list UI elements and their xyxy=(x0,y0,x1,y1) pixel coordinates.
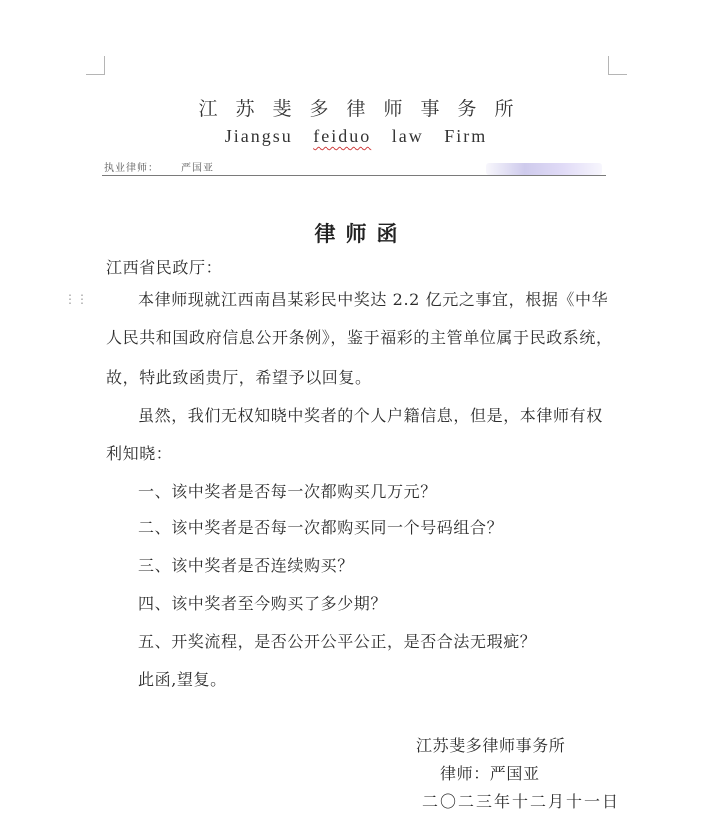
closing-line: 此函,望复。 xyxy=(138,670,227,689)
lawyer-name: 严国亚 xyxy=(181,163,214,174)
firm-name-english xyxy=(0,126,712,147)
page-corner-mark-right xyxy=(608,56,627,75)
firm-name-chinese: 江苏斐多律师事务所 xyxy=(198,98,532,120)
signature-date: 二〇二三年十二月十一日 xyxy=(422,792,621,811)
letter-title: 律师函 xyxy=(314,221,408,246)
question-item: 三、该中奖者是否连续购买？ xyxy=(138,556,354,575)
practicing-lawyer-line xyxy=(104,159,214,174)
paragraph-1-line-1: 本律师现就江西南昌某彩民中奖达 2.2 亿元之事宜，根据《中华 xyxy=(138,290,609,309)
firm-name-en-word-2: feiduo xyxy=(313,126,372,146)
signature-lawyer: 律师：严国亚 xyxy=(440,764,540,783)
salutation: 江西省民政厅： xyxy=(106,258,223,277)
paragraph-1-line-2: 人民共和国政府信息公开条例》，鉴于福彩的主管单位属于民政系统， xyxy=(106,328,613,347)
lawyer-label: 执业律师： xyxy=(104,163,159,174)
drag-handle-icon[interactable]: ⋮⋮ xyxy=(64,292,88,306)
question-item: 一、该中奖者是否每一次都购买几万元？ xyxy=(138,482,437,501)
question-item: 五、开奖流程，是否公开公平公正，是否合法无瑕疵？ xyxy=(138,632,537,651)
firm-name-en-word-1: Jiangsu xyxy=(224,126,293,146)
signature-firm: 江苏斐多律师事务所 xyxy=(416,736,566,755)
paragraph-2-line-1: 虽然，我们无权知晓中奖者的个人户籍信息，但是，本律师有权 xyxy=(138,406,603,425)
firm-name-en-word-3: law xyxy=(391,126,424,146)
paragraph-2-line-2: 利知晓： xyxy=(106,444,173,463)
paragraph-1-line-3: 故，特此致函贵厅，希望予以回复。 xyxy=(106,368,372,387)
header-rule xyxy=(102,175,606,176)
page-corner-mark-left xyxy=(86,56,105,75)
firm-name-en-word-4: Firm xyxy=(444,126,488,146)
question-item: 四、该中奖者至今购买了多少期？ xyxy=(138,594,388,613)
question-item: 二、该中奖者是否每一次都购买同一个号码组合？ xyxy=(138,518,504,537)
blurred-redaction xyxy=(486,163,602,175)
